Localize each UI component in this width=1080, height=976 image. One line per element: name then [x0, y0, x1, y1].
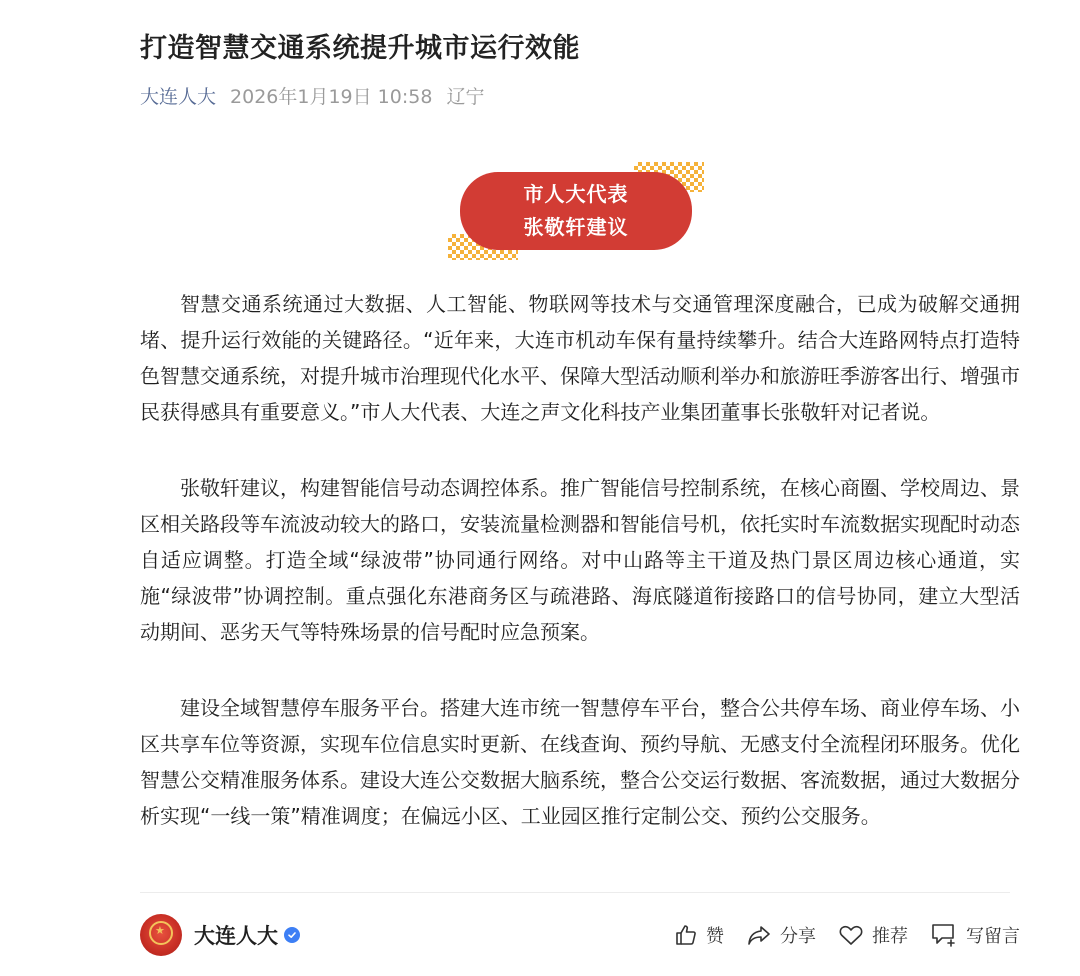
comment-icon — [930, 922, 958, 948]
author-link[interactable]: 大连人大 — [140, 86, 217, 108]
thumbs-up-icon — [674, 923, 698, 947]
article-footer — [140, 910, 1020, 960]
comment-button[interactable] — [930, 922, 1020, 948]
action-bar — [674, 922, 1020, 948]
publish-date: 2026年1月19日 10:58 — [230, 86, 433, 108]
heart-icon — [838, 923, 864, 947]
star-icon: ★ — [155, 924, 165, 937]
publish-region: 辽宁 — [446, 86, 485, 108]
banner-line-2: 张敬轩建议 — [523, 215, 629, 239]
recommend-label: 推荐 — [872, 926, 908, 947]
verified-badge-icon — [284, 927, 300, 943]
recommend-button[interactable] — [838, 922, 908, 948]
paragraph-2: 张敬轩建议，构建智能信号动态调控体系。推广智能信号控制系统，在核心商圈、学校周边、景区相关路段等车流波动较大的路口，安装流量检测器和智能信号机，依托实时车流数据实现配时动态自适应调整。打造全域“绿波带”协同通行网络。对中山路等主干道及热门景区周边核心通道，实施“绿波带”协调控制。重点强化东港商务区与疏港路、海底隧道衔接路口的信号协同，建立大型活动期间、恶劣天气等特殊场景的信号配时应急预案。 — [140, 476, 1020, 644]
like-label: 赞 — [706, 926, 724, 947]
paragraph-1: 智慧交通系统通过大数据、人工智能、物联网等技术与交通管理深度融合，已成为破解交通拥堵、提升运行效能的关键路径。“近年来，大连市机动车保有量持续攀升。结合大连路网特点打造特色智慧交通系统，对提升城市治理现代化水平、保障大型活动顺利举办和旅游旺季游客出行、增强市民获得感具有重要意义。”市人大代表、大连之声文化科技产业集团董事长张敬轩对记者说。 — [140, 292, 1020, 424]
article-meta — [140, 82, 484, 109]
account-name[interactable]: 大连人大 — [194, 924, 278, 948]
banner-pill — [460, 172, 692, 250]
footer-divider — [140, 892, 1010, 893]
share-label: 分享 — [780, 926, 816, 947]
title-banner — [440, 158, 710, 268]
paragraph-3: 建设全域智慧停车服务平台。搭建大连市统一智慧停车平台，整合公共停车场、商业停车场、小区共享车位等资源，实现车位信息实时更新、在线查询、预约导航、无感支付全流程闭环服务。优化智慧公交精准服务体系。建设大连公交数据大脑系统，整合公交运行数据、客流数据，通过大数据分析实现“一线一策”精准调度；在偏远小区、工业园区推行定制公交、预约公交服务。 — [140, 696, 1020, 828]
article-body — [140, 286, 1020, 874]
article-title: 打造智慧交通系统提升城市运行效能 — [140, 33, 580, 64]
share-button[interactable] — [746, 922, 816, 948]
share-icon — [746, 923, 772, 947]
like-button[interactable] — [674, 922, 724, 948]
people-congress-emblem-icon[interactable] — [140, 914, 182, 956]
comment-label: 写留言 — [966, 926, 1020, 947]
banner-line-1: 市人大代表 — [523, 182, 629, 206]
